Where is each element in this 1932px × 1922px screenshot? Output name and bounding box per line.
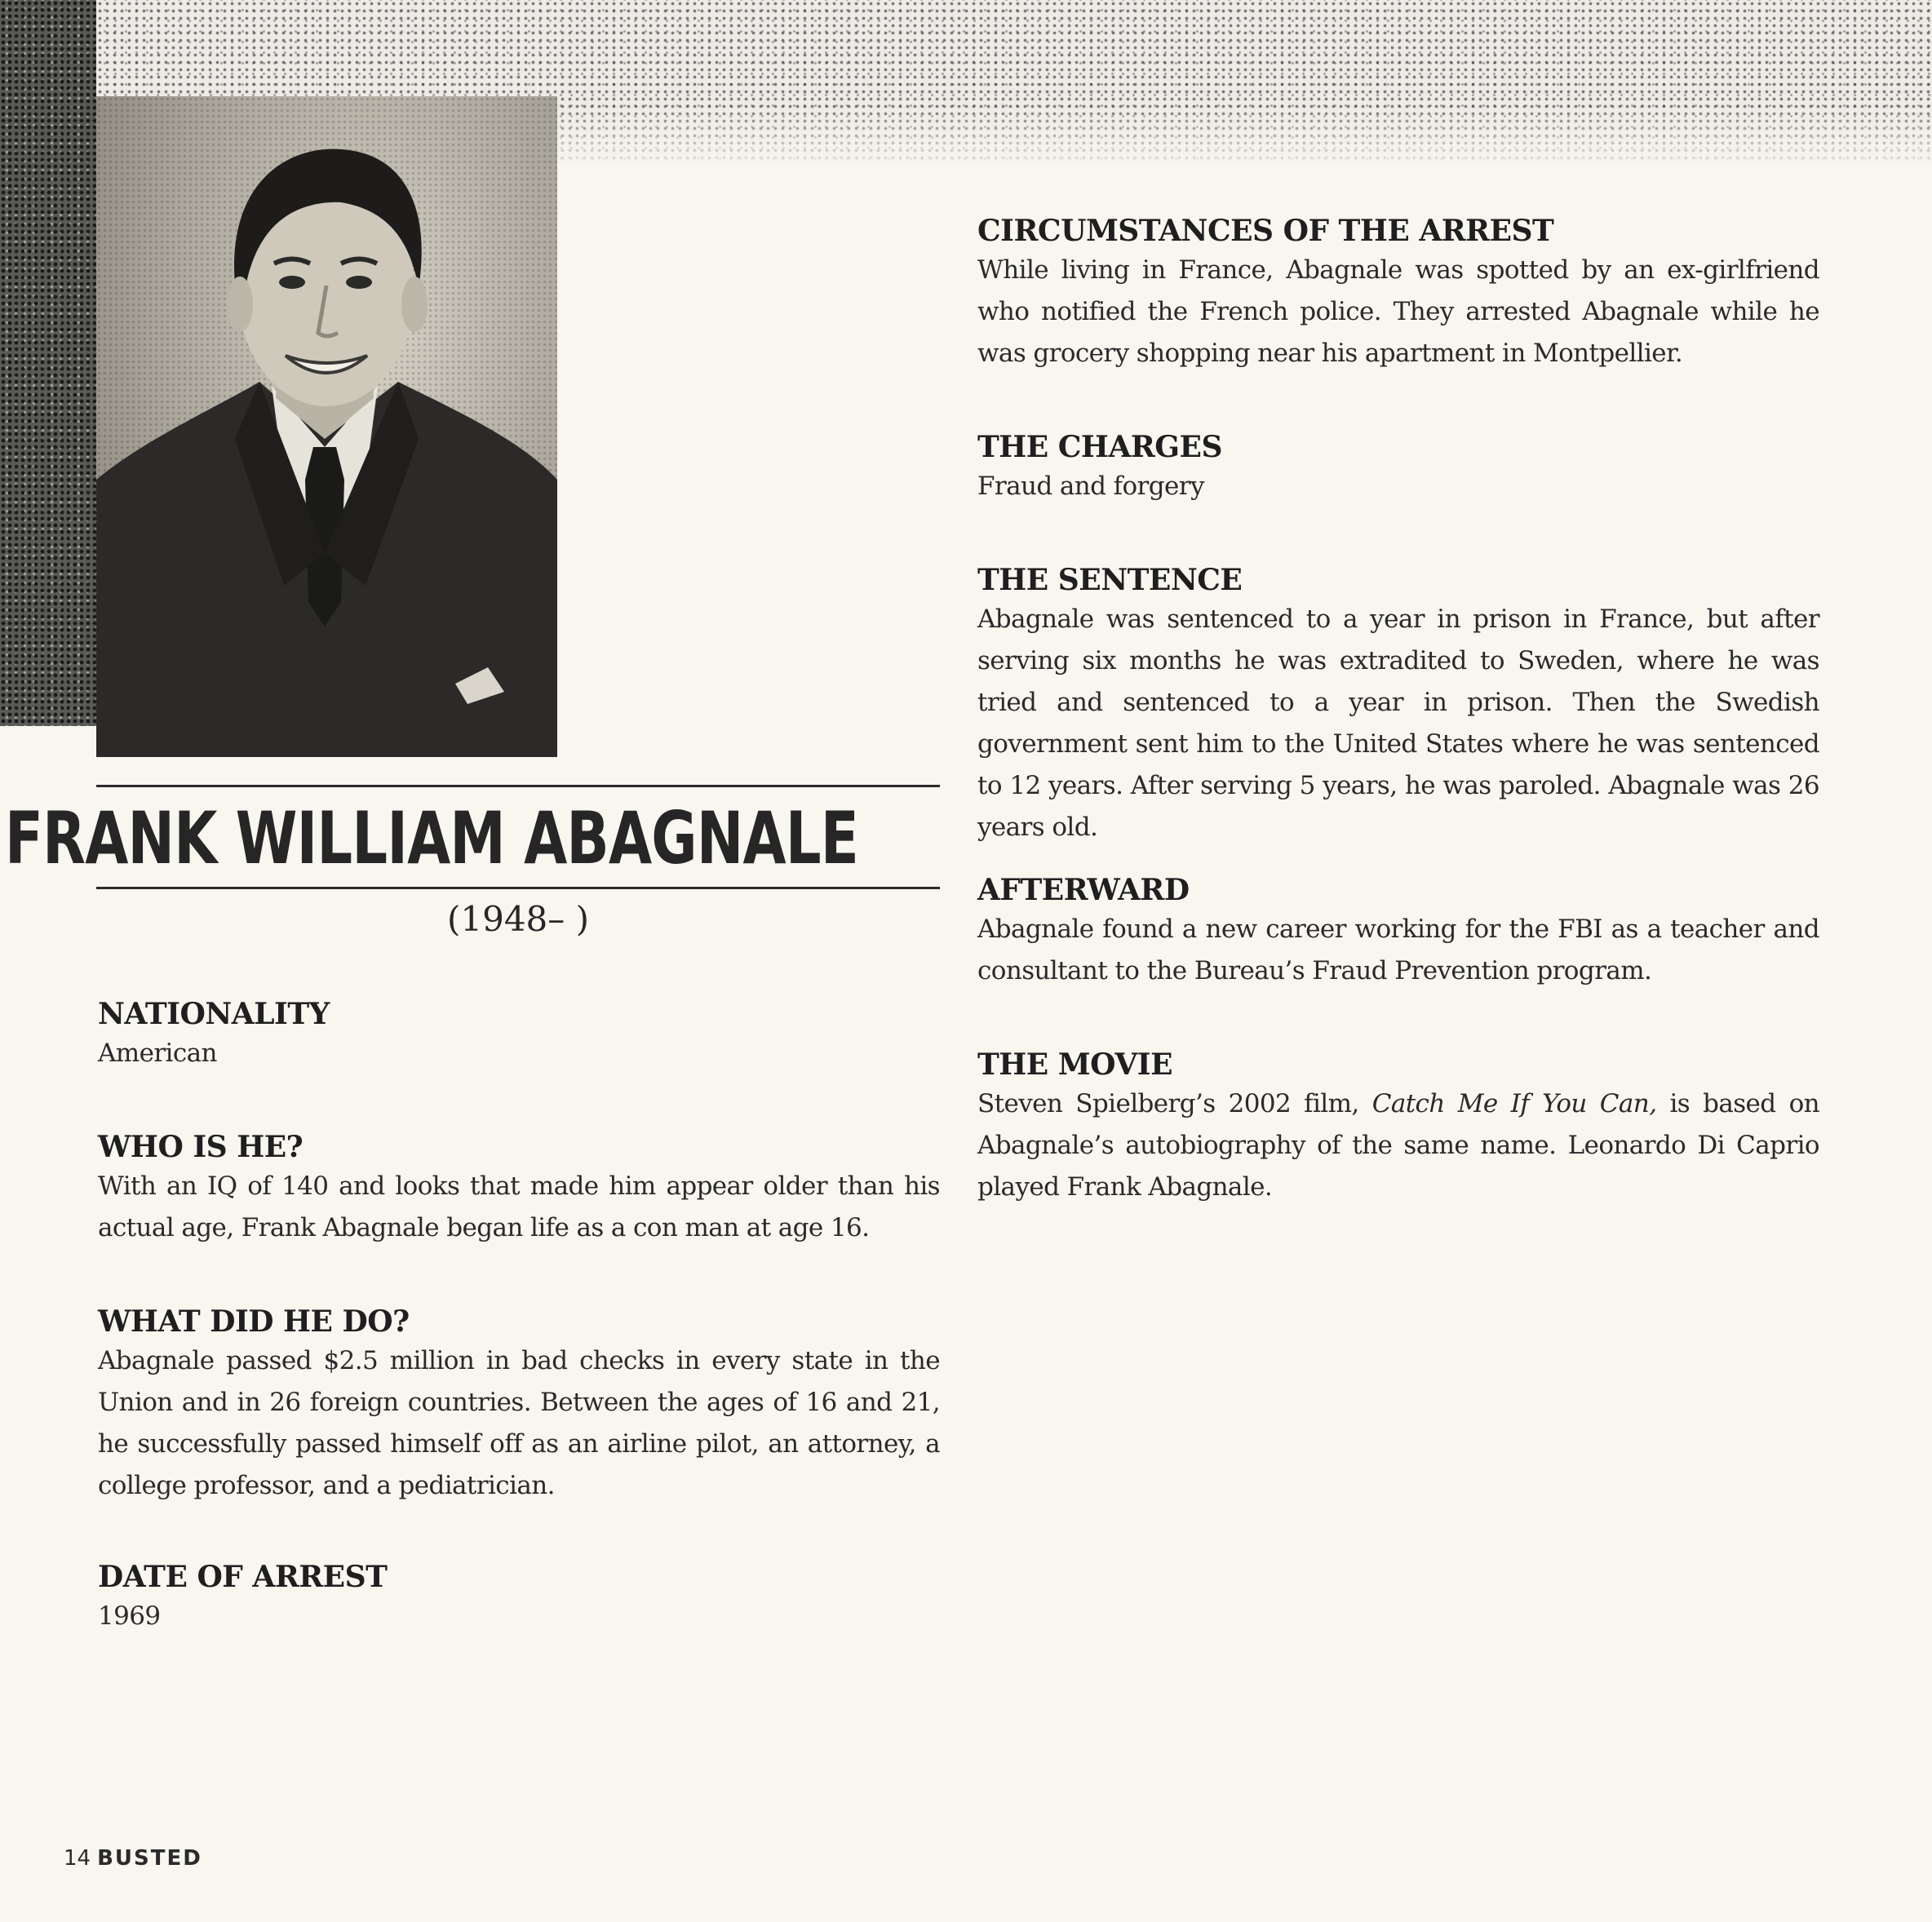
section-body xyxy=(977,1083,1819,1208)
section-heading: AFTERWARD xyxy=(977,873,1190,907)
subject-lifespan: (1948– ) xyxy=(446,899,589,939)
section-body: While living in France, Abagnale was spotted by an ex-girlfriend who notified the French police. They arrested Abagnale while he was grocery shopping near his apartment in Montpellier. xyxy=(977,255,1819,368)
section-afterward xyxy=(977,871,1819,992)
section-heading: NATIONALITY xyxy=(98,997,330,1031)
section-date-of-arrest xyxy=(98,1558,940,1637)
portrait-photo xyxy=(96,96,557,757)
section-body: Fraud and forgery xyxy=(977,472,1204,501)
page-footer xyxy=(64,1844,202,1873)
section-heading: DATE OF ARREST xyxy=(98,1560,388,1594)
section-circumstances xyxy=(977,212,1819,374)
name-block xyxy=(5,787,940,889)
section-body: Abagnale passed $2.5 million in bad checks in every state in the Union and in 26 foreign countries. Between the ages of 16 and 21, he successfully passed himself off as an airline pilot, an attorney, a college professor, and a pediatrician. xyxy=(98,1346,940,1500)
section-charges xyxy=(977,428,1819,507)
section-heading: CIRCUMSTANCES OF THE ARREST xyxy=(977,214,1554,248)
section-body: Abagnale was sentenced to a year in prison in France, but after serving six months he was extradited to Sweden, where he was tried and sentenced to a year in prison. Then the Swedish government sent him to the United States where he was sentenced to 12 years. After serving 5 years, he was paroled. Abagnale was 26 years old. xyxy=(977,604,1819,842)
section-heading: WHAT DID HE DO? xyxy=(98,1304,410,1339)
section-the-movie xyxy=(977,1046,1819,1208)
section-body: Abagnale found a new career working for the FBI as a teacher and consultant to the Bureau’s Fraud Prevention program. xyxy=(977,914,1819,985)
page-number: 14 xyxy=(64,1846,91,1871)
section-body: 1969 xyxy=(98,1601,161,1631)
halftone-edge-strip xyxy=(0,0,96,726)
movie-body-before: Steven Spielberg’s 2002 film, xyxy=(977,1089,1372,1118)
book-title: BUSTED xyxy=(97,1846,202,1871)
section-body: With an IQ of 140 and looks that made him appear older than his actual age, Frank Abagnale began life as a con man at age 16. xyxy=(98,1171,940,1242)
section-heading: THE SENTENCE xyxy=(977,563,1243,597)
portrait-illustration xyxy=(96,96,557,757)
section-who-is-he xyxy=(98,1128,940,1249)
movie-body-after: is based on Abagnale’s autobiography of the same name. Leonardo Di Caprio played Frank Abagnale. xyxy=(977,1089,1819,1202)
section-heading: THE CHARGES xyxy=(977,430,1222,464)
movie-title: Catch Me If You Can, xyxy=(1371,1089,1657,1118)
section-heading: THE MOVIE xyxy=(977,1047,1173,1082)
section-heading: WHO IS HE? xyxy=(98,1130,304,1164)
section-what-did-he-do xyxy=(98,1303,940,1507)
section-body: American xyxy=(98,1038,217,1068)
section-sentence xyxy=(977,561,1819,848)
section-nationality xyxy=(98,995,940,1074)
subject-name: FRANK WILLIAM ABAGNALE xyxy=(5,796,858,880)
name-rule-bottom xyxy=(96,887,940,889)
